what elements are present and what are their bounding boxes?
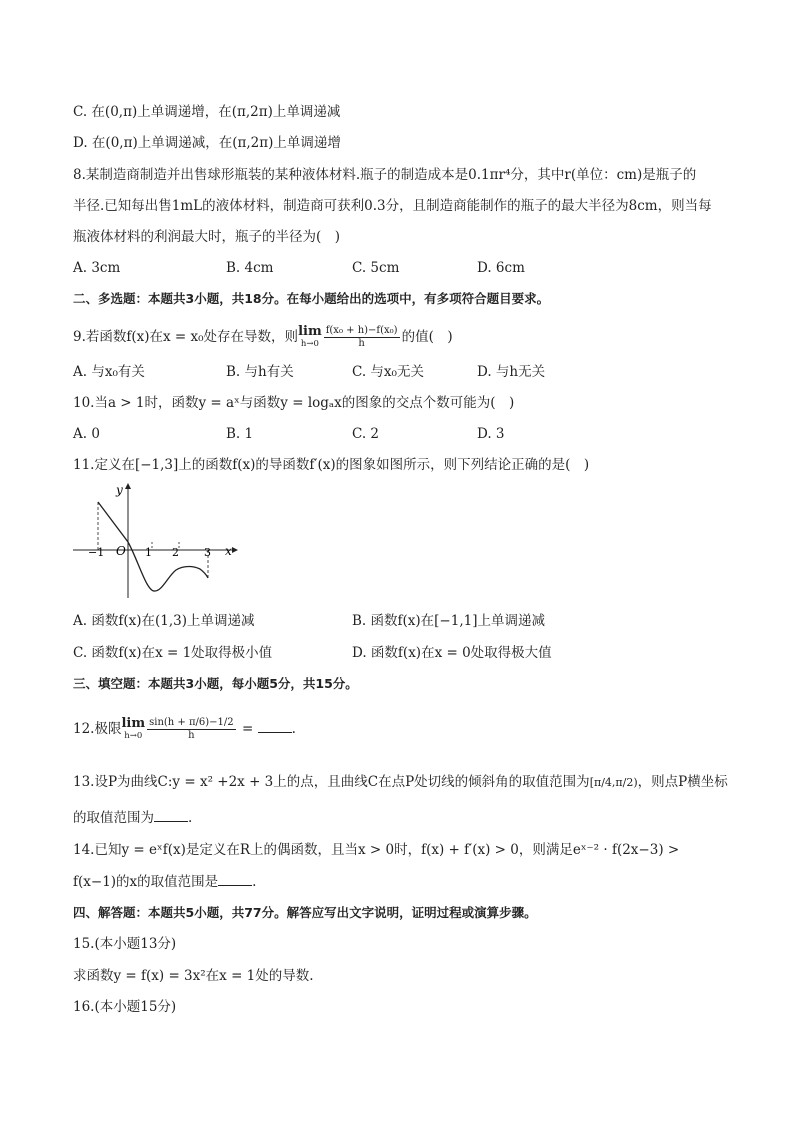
q9-limit [298,323,322,350]
q9-lim-word: lim [298,323,322,339]
tick-label-3: 3 [204,546,211,559]
q9-denominator: h [358,338,365,349]
q10-option-b: B. 1 [226,426,254,442]
q10-option-c: C. 2 [352,426,380,442]
q8-text-1: 8.某制造商制造并出售球形瓶装的某种液体材料.瓶子的制造成本是0.1πr⁴分，其中r(单位：cm)是瓶子的 [73,167,697,183]
q9-prefix: 9.若函数f(x)在x = x₀处存在导数，则 [73,329,299,345]
q13-text-1 [73,772,728,793]
tick-label-1: 1 [145,546,152,559]
q13-answer-blank[interactable] [154,809,188,822]
q12-lim-sub: h→0 [124,730,143,741]
q14-text-2 [73,872,256,892]
section-4-heading: 四、解答题：本题共5小题，共77分。解答应写出文字说明，证明过程或演算步骤。 [73,905,537,920]
q14-end: . [252,874,257,890]
tick-label-2: 2 [172,546,179,559]
y-axis-label: y [116,483,123,497]
derivative-curve [98,502,208,591]
q13-text-2 [73,808,192,828]
y-axis-arrow [125,483,131,489]
x-axis-arrow [232,547,238,553]
q12-denominator: h [188,730,195,741]
q8-text-3: 瓶液体材料的利润最大时，瓶子的半径为( ) [73,229,341,245]
q13-suffix: ，则点P横坐标 [637,774,728,790]
q7-option-c: C. 在(0,π)上单调递增，在(π,2π)上单调递减 [73,104,341,120]
q16-heading: 16.(本小题15分) [73,999,177,1015]
q12-lim-word: lim [121,715,146,731]
section-2-heading: 二、多选题：本题共3小题，共18分。在每小题给出的选项中，有多项符合题目要求。 [73,291,550,306]
q9-option-b: B. 与h有关 [226,364,294,380]
q9-option-c: C. 与x₀无关 [352,364,424,380]
q11-text: 11.定义在[−1,3]上的函数f(x)的导函数f′(x)的图象如图所示，则下列结论正确的是( ) [73,457,590,473]
q7-option-d: D. 在(0,π)上单调递减，在(π,2π)上单调递增 [73,135,341,151]
q13-range: [π/4,π/2) [589,776,638,789]
q13-prompt: 的取值范围为 [73,810,154,826]
q12-prefix: 12.极限 [73,721,122,737]
q13-prefix: 13.设P为曲线C:y = x² +2x + 3上的点，且曲线C在点P处切线的倾斜角的取值范围为 [73,774,590,790]
q10-option-d: D. 3 [477,426,505,442]
q12-limit [121,715,146,742]
q9-option-d: D. 与h无关 [477,364,546,380]
q9-suffix: 的值( ) [401,329,453,345]
tick-label-minus1: −1 [88,546,105,559]
q13-end: . [188,810,193,826]
q12-text [73,708,296,750]
derivative-graph [70,480,240,602]
q15-text: 求函数y = f(x) = 3x²在x = 1处的导数. [73,968,314,984]
q9-text [73,320,453,354]
q12-equals: = [241,721,254,737]
q12-numerator: sin(h + π/6)−1/2 [149,717,234,728]
q15-heading: 15.(本小题13分) [73,936,177,952]
q14-answer-blank[interactable] [218,873,252,886]
q12-answer-blank[interactable] [258,720,292,733]
q8-option-b: B. 4cm [226,260,274,276]
q12-fraction [147,717,236,742]
q11-option-a: A. 函数f(x)在(1,3)上单调递减 [73,613,255,629]
q9-numerator: f(x₀ + h)−f(x₀) [325,325,398,336]
q12-end: . [291,721,296,737]
q8-option-a: A. 3cm [73,260,121,276]
q11-option-d: D. 函数f(x)在x = 0处取得极大值 [352,645,552,661]
q14-text-1: 14.已知y = eˣf(x)是定义在R上的偶函数，且当x > 0时，f(x) + f′(x) > 0，则满足eˣ⁻² · f(2x−3) > [73,842,680,858]
q8-option-c: C. 5cm [352,260,400,276]
origin-label: O [116,544,126,558]
q10-text: 10.当a > 1时，函数y = aˣ与函数y = logₐx的图象的交点个数可能为( ) [73,395,515,411]
q11-option-c: C. 函数f(x)在x = 1处取得极小值 [73,645,273,661]
q9-option-a: A. 与x₀有关 [73,364,145,380]
q14-prompt: f(x−1)的x的取值范围是 [73,874,219,890]
q8-text-2: 半径.已知每出售1mL的液体材料，制造商可获利0.3分，且制造商能制作的瓶子的最大半径为8cm，则当每 [73,198,712,214]
q9-lim-sub: h→0 [300,338,319,349]
q10-option-a: A. 0 [73,426,100,442]
q9-fraction [324,325,400,350]
q8-option-d: D. 6cm [477,260,525,276]
x-axis-label: x [225,544,232,558]
section-3-heading: 三、填空题：本题共3小题，每小题5分，共15分。 [73,676,358,691]
q11-option-b: B. 函数f(x)在[−1,1]上单调递减 [352,613,545,629]
